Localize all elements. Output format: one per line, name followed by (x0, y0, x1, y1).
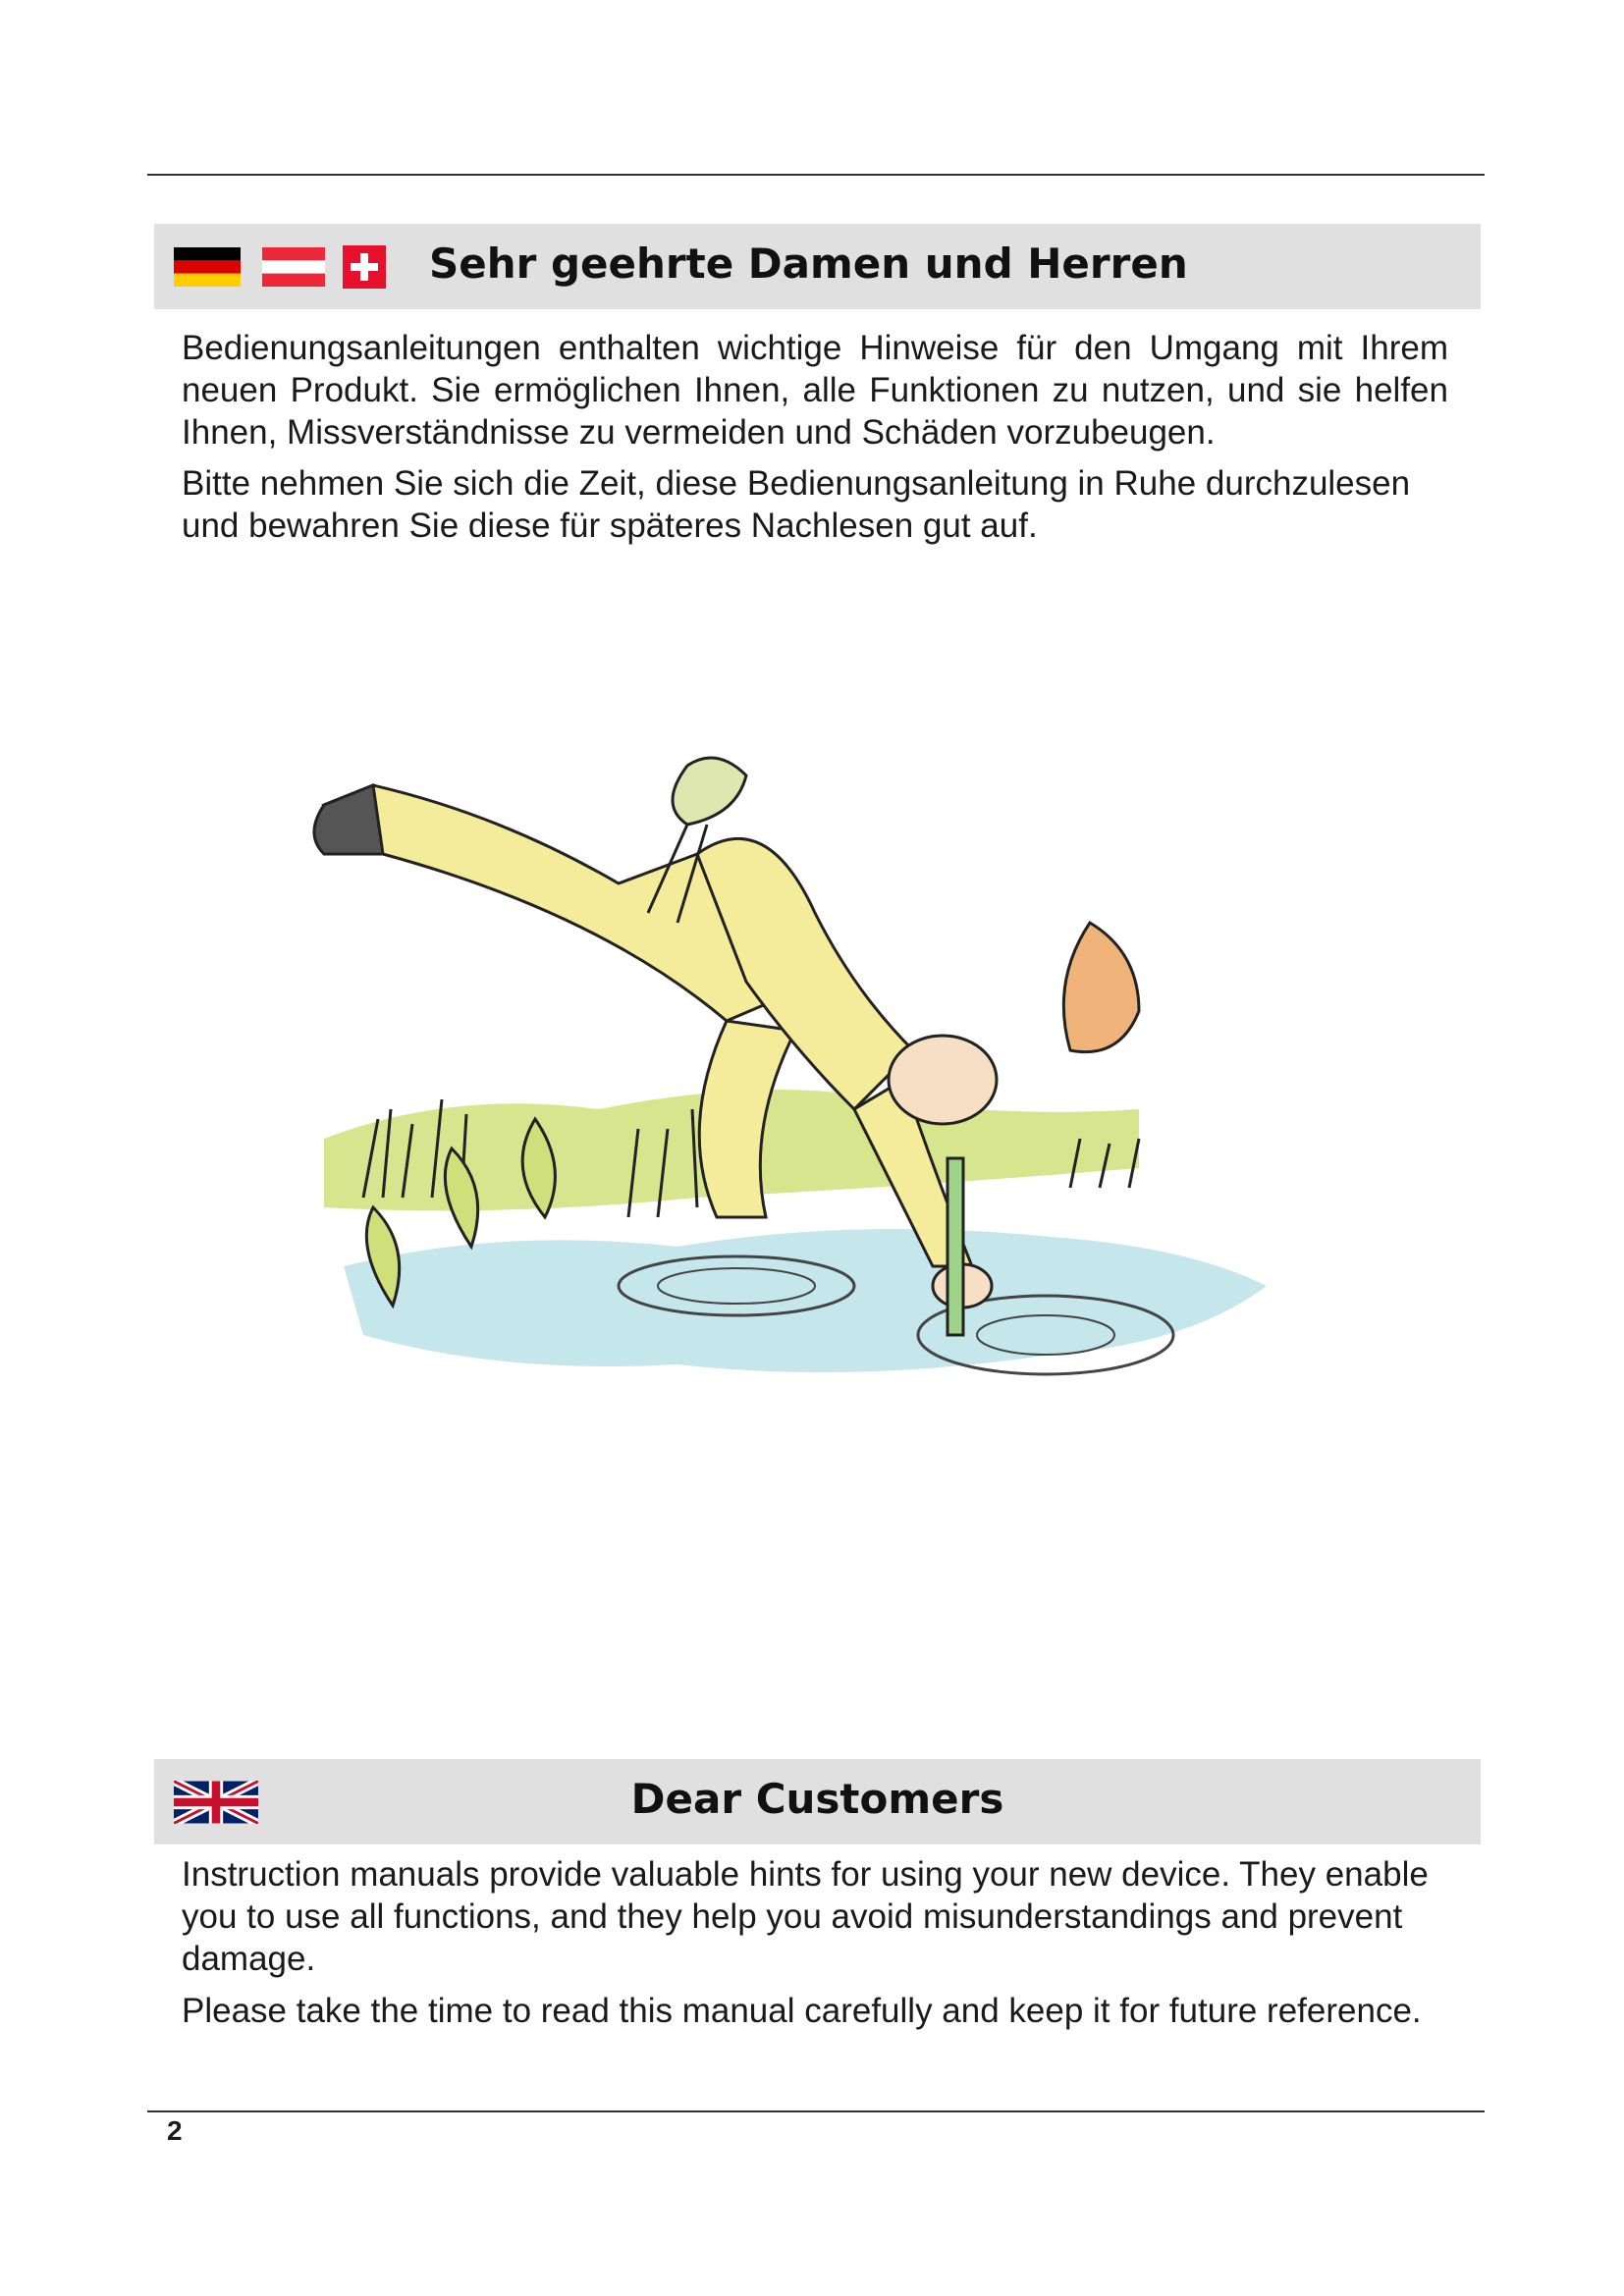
german-section-header (154, 224, 1481, 309)
austria-flag-icon (262, 247, 325, 287)
bottom-rule (147, 2110, 1485, 2112)
switzerland-flag-icon (343, 245, 386, 289)
germany-flag-icon (174, 247, 241, 287)
german-paragraph-1: Bedienungsanleitungen enthalten wichtige Hinweise für den Umgang mit Ihrem neuen Produkt. Sie ermöglichen Ihnen, alle Funktionen zu nutzen, und sie helfen Ihnen, Missverständnisse zu vermeiden und Schäden vorzubeugen. (182, 329, 1448, 452)
page-number: 2 (167, 2115, 183, 2146)
english-section-header (154, 1759, 1481, 1844)
top-rule (147, 174, 1485, 176)
german-paragraph-2: Bitte nehmen Sie sich die Zeit, diese Bedienungsanleitung in Ruhe durchzulesen und bewahren Sie diese für späteres Nachlesen gut auf. (182, 464, 1411, 545)
cartoon-man-at-pond-illustration (304, 756, 1375, 1522)
english-paragraph-1: Instruction manuals provide valuable hints for using your new device. They enable you to use all functions, and they help you avoid misunderstandings and prevent damage. (182, 1855, 1429, 1978)
english-paragraph-2: Please take the time to read this manual carefully and keep it for future reference. (182, 1992, 1422, 2030)
german-section-title: Sehr geehrte Damen und Herren (429, 240, 1188, 288)
english-section-title: Dear Customers (630, 1775, 1004, 1823)
